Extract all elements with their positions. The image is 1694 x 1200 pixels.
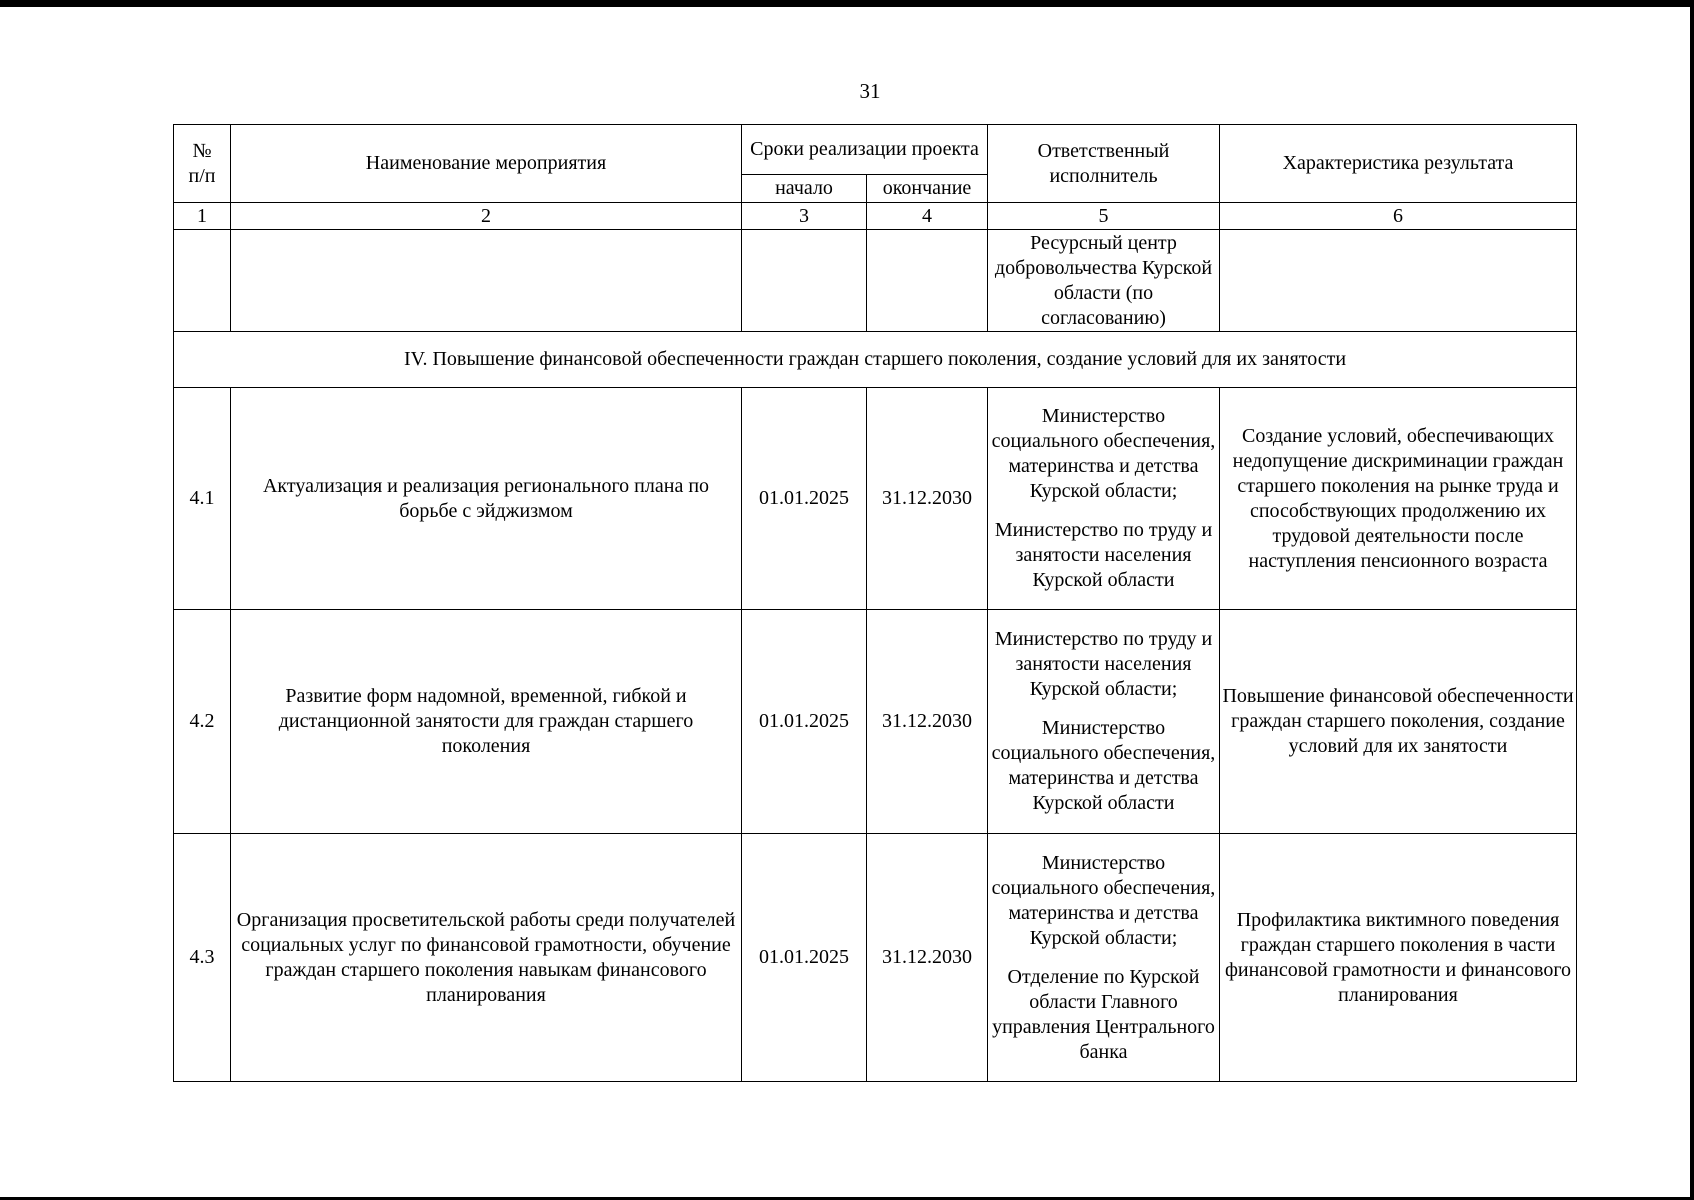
header-responsible: Ответственный исполнитель [988,125,1220,203]
empty-cell [867,230,988,332]
section-title: IV. Повышение финансовой обеспеченности граждан старшего поколения, создание условий для их занятости [174,332,1577,388]
table-row [174,610,1577,834]
row-end-date: 31.12.2030 [867,834,988,1082]
responsible-entity: Министерство социального обеспечения, материнства и детства Курской области; [991,405,1216,502]
table-row [174,834,1577,1082]
responsible-entity: Министерство социального обеспечения, материнства и детства Курской области [991,717,1216,814]
responsible-cell: Ресурсный центр добровольчества Курской области (по согласованию) [988,230,1220,332]
row-num: 4.3 [174,834,231,1082]
row-responsible [988,834,1220,1082]
column-number: 5 [988,203,1220,230]
document-page [0,7,1690,1197]
column-number: 3 [742,203,867,230]
row-start-date: 01.01.2025 [742,388,867,610]
responsible-entity: Министерство по труду и занятости населения Курской области; [994,628,1213,700]
row-end-date: 31.12.2030 [867,610,988,834]
continuation-row [174,230,1577,332]
responsible-entity: Министерство социального обеспечения, материнства и детства Курской области; [991,851,1216,949]
header-end: окончание [867,175,988,203]
empty-cell [231,230,742,332]
column-number: 6 [1220,203,1577,230]
section-row [174,332,1577,388]
row-name: Актуализация и реализация регионального плана по борьбе с эйджизмом [231,388,742,610]
row-responsible [988,388,1220,610]
table-header-row [174,125,1577,175]
empty-cell [742,230,867,332]
responsible-entity: Министерство по труду и занятости населения Курской области [994,519,1213,591]
row-name: Организация просветительской работы среди получателей социальных услуг по финансовой грамотности, обучение граждан старшего поколения навыкам финансового планирования [231,834,742,1082]
row-responsible [988,610,1220,834]
header-name: Наименование мероприятия [231,125,742,203]
column-numbers-row [174,203,1577,230]
responsible-entity: Отделение по Курской области Главного управления Центрального банка [992,965,1215,1063]
row-end-date: 31.12.2030 [867,388,988,610]
column-number: 4 [867,203,988,230]
row-start-date: 01.01.2025 [742,610,867,834]
row-result: Повышение финансовой обеспеченности граждан старшего поколения, создание условий для их занятости [1220,610,1577,834]
empty-cell [1220,230,1577,332]
row-result: Профилактика виктимного поведения граждан старшего поколения в части финансовой грамотности и финансового планирования [1220,834,1577,1082]
row-start-date: 01.01.2025 [742,834,867,1082]
row-num: 4.2 [174,610,231,834]
header-num: № п/п [174,125,231,203]
page-number: 31 [859,79,881,103]
empty-cell [174,230,231,332]
column-number: 2 [231,203,742,230]
row-num: 4.1 [174,388,231,610]
row-name: Развитие форм надомной, временной, гибкой и дистанционной занятости для граждан старшего поколения [231,610,742,834]
row-result: Создание условий, обеспечивающих недопущение дискриминации граждан старшего поколения на рынке труда и способствующих продолжению их трудовой деятельности после наступления пенсионного возраста [1220,388,1577,610]
table-row [174,388,1577,610]
header-result: Характеристика результата [1220,125,1577,203]
header-terms: Сроки реализации проекта [742,125,988,175]
events-table [173,124,1577,1082]
column-number: 1 [174,203,231,230]
header-start: начало [742,175,867,203]
